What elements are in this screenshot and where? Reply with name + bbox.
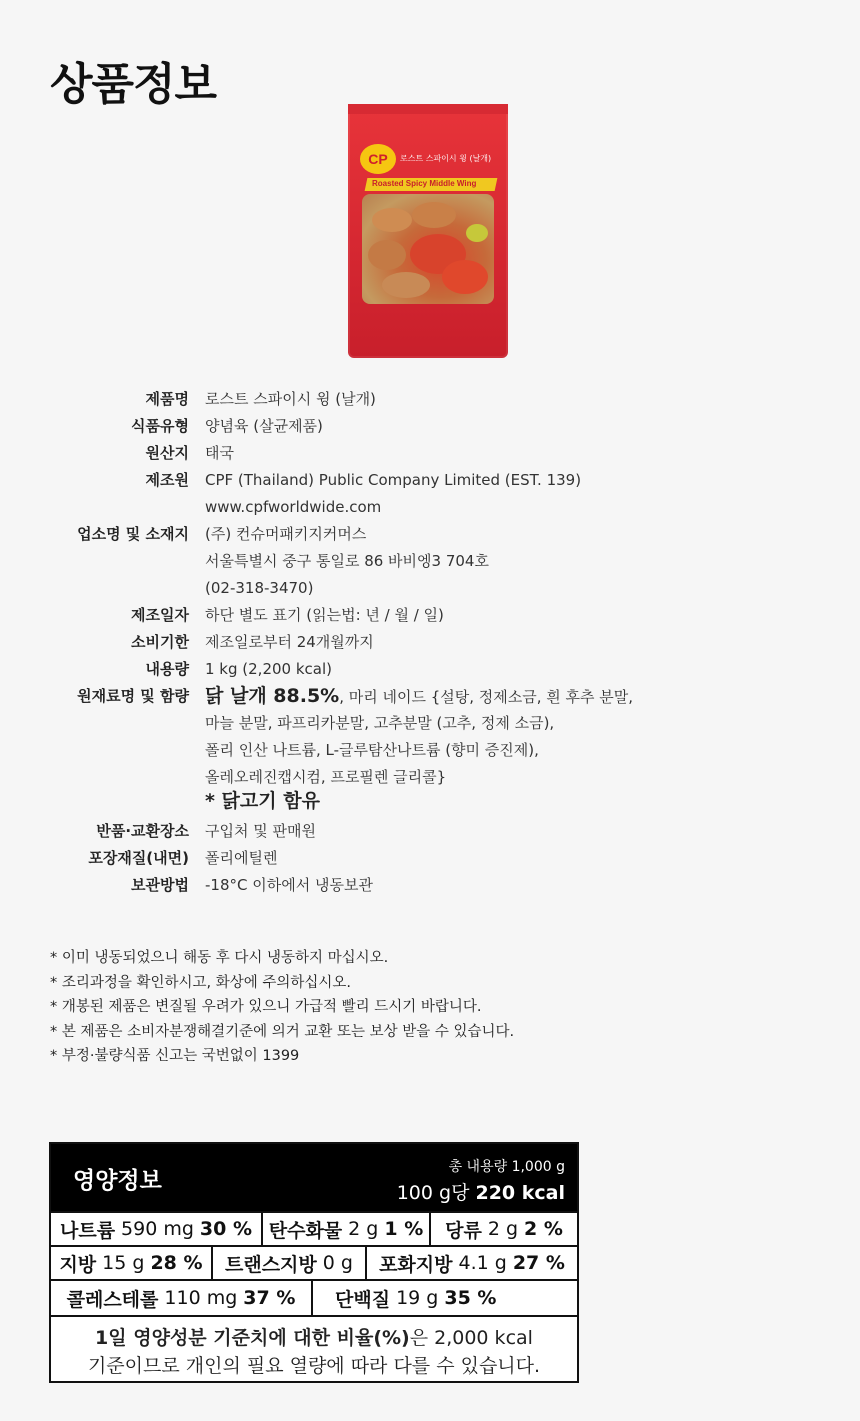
info-value: 제조일로부터 24개월까지 — [205, 633, 374, 651]
note-item: * 개봉된 제품은 변질될 우려가 있으니 가급적 빨리 드시기 바랍니다. — [50, 999, 482, 1015]
page-title: 상품정보 — [50, 59, 217, 110]
info-label: 원산지 — [145, 444, 189, 462]
info-row-expiry — [0, 629, 860, 656]
footnote-line-2: 기준이므로 개인의 필요 열량에 따라 다를 수 있습니다. — [87, 1355, 541, 1377]
nutrient-saturated-fat: 포화지방 4.1 g 27 % — [365, 1247, 577, 1279]
wing-piece — [442, 260, 488, 294]
nutrient-cholesterol: 콜레스테롤 110 mg 37 % — [66, 1287, 296, 1311]
info-row-ingredients — [0, 683, 860, 818]
wing-piece — [368, 240, 406, 270]
nutrient-protein: 단백질 19 g 35 % — [311, 1281, 577, 1315]
package-name-kr: 로스트 스파이시 윙 (날개) — [400, 154, 492, 163]
info-value: 구입처 및 판매원 — [205, 822, 316, 840]
info-value: 1 kg (2,200 kcal) — [205, 660, 332, 678]
ingredient-line: 마늘 분말, 파프리카분말, 고추분말 (고추, 정제 소금), — [205, 714, 555, 732]
nutrient-trans-fat: 트랜스지방 0 g — [211, 1247, 365, 1279]
nutrition-row — [51, 1245, 577, 1279]
info-row-origin — [0, 440, 860, 467]
info-row-packaging — [0, 845, 860, 872]
info-value: 양념육 (살균제품) — [205, 417, 323, 435]
info-row-type — [0, 413, 860, 440]
wing-piece — [412, 202, 456, 228]
nutrition-header — [51, 1144, 577, 1211]
product-image — [348, 104, 508, 358]
nutrient-fat: 지방 15 g 28 % — [59, 1252, 203, 1276]
info-label: 반품·교환장소 — [96, 822, 189, 840]
wing-piece — [382, 272, 430, 298]
info-row-storage — [0, 872, 860, 899]
nutrition-total: 총 내용량 1,000 g — [448, 1159, 565, 1175]
info-label: 보관방법 — [131, 876, 189, 894]
nutrition-footnote — [51, 1315, 577, 1381]
info-label: 식품유형 — [131, 417, 189, 435]
ingredient-text: , 마리 네이드 {설탕, 정제소금, 흰 후추 분말, — [339, 688, 634, 706]
ingredient-line: 폴리 인산 나트륨, L-글루탐산나트륨 (향미 증진제), — [205, 741, 539, 759]
package-seal — [348, 104, 508, 114]
per-kcal: 220 kcal — [475, 1182, 565, 1204]
info-value-website: www.cpfworldwide.com — [205, 498, 382, 516]
info-row-manufacturer — [0, 467, 860, 521]
note-item: * 조리과정을 확인하시고, 화상에 주의하십시오. — [50, 974, 352, 991]
info-label: 업소명 및 소재지 — [77, 525, 189, 543]
info-value-address: 서울특별시 중구 통일로 86 바비엥3 704호 — [205, 552, 489, 570]
info-row-business — [0, 521, 860, 602]
info-value: (주) 컨슈머패키지커머스 — [205, 525, 367, 543]
info-value: 태국 — [205, 444, 234, 462]
note-item: * 본 제품은 소비자분쟁해결기준에 의거 교환 또는 보상 받을 수 있습니다. — [50, 1023, 515, 1040]
info-label: 제품명 — [145, 390, 189, 408]
note-item: * 부정·불량식품 신고는 국번없이 1399 — [50, 1048, 300, 1064]
info-value: 폴리에틸렌 — [205, 849, 278, 867]
nutrition-facts-table — [49, 1142, 579, 1383]
nutrient-carbs: 탄수화물 2 g 1 % — [261, 1213, 429, 1245]
nutrition-title: 영양정보 — [73, 1168, 162, 1194]
garnish — [466, 224, 488, 242]
info-label: 제조일자 — [131, 606, 189, 624]
nutrient-sugars: 당류 2 g 2 % — [429, 1213, 577, 1245]
info-label: 내용량 — [145, 660, 189, 678]
info-row-content — [0, 656, 860, 683]
info-row-name — [0, 386, 860, 413]
main-ingredient: 닭 날개 88.5% — [205, 685, 340, 707]
nutrition-row — [51, 1211, 577, 1245]
info-value-phone: (02-318-3470) — [205, 579, 314, 597]
info-row-return — [0, 818, 860, 845]
caution-notes — [50, 946, 514, 1069]
note-item: * 이미 냉동되었으니 해동 후 다시 냉동하지 마십시오. — [50, 950, 389, 966]
info-row-mfg-date — [0, 602, 860, 629]
info-value: CPF (Thailand) Public Company Limited (EST. 139) — [205, 471, 582, 489]
nutrition-per-serving — [397, 1178, 565, 1205]
info-value: 하단 별도 표기 (읽는법: 년 / 월 / 일) — [205, 606, 444, 624]
nutrient-sodium: 나트륨 590 mg 30 % — [59, 1218, 253, 1242]
info-label: 원재료명 및 함량 — [77, 687, 189, 705]
package-window — [362, 194, 494, 304]
cp-logo: CP — [360, 144, 396, 174]
info-label: 제조원 — [145, 471, 189, 489]
package-name-en: Roasted Spicy Middle Wing — [372, 179, 477, 188]
info-value: 로스트 스파이시 윙 (날개) — [205, 390, 376, 408]
allergen-note: * 닭고기 함유 — [205, 790, 320, 812]
footnote-line-1: 1일 영양성분 기준치에 대한 비율(%)은 2,000 kcal — [95, 1327, 533, 1349]
wing-piece — [372, 208, 412, 232]
info-value: -18°C 이하에서 냉동보관 — [205, 876, 373, 894]
ingredient-line: 올레오레진캡시컴, 프로필렌 글리콜} — [205, 768, 447, 786]
info-value — [205, 683, 633, 711]
nutrition-row — [51, 1279, 577, 1315]
info-label: 포장재질(내면) — [88, 849, 189, 867]
info-label: 소비기한 — [131, 633, 189, 651]
per-prefix: 100 g당 — [396, 1182, 470, 1204]
